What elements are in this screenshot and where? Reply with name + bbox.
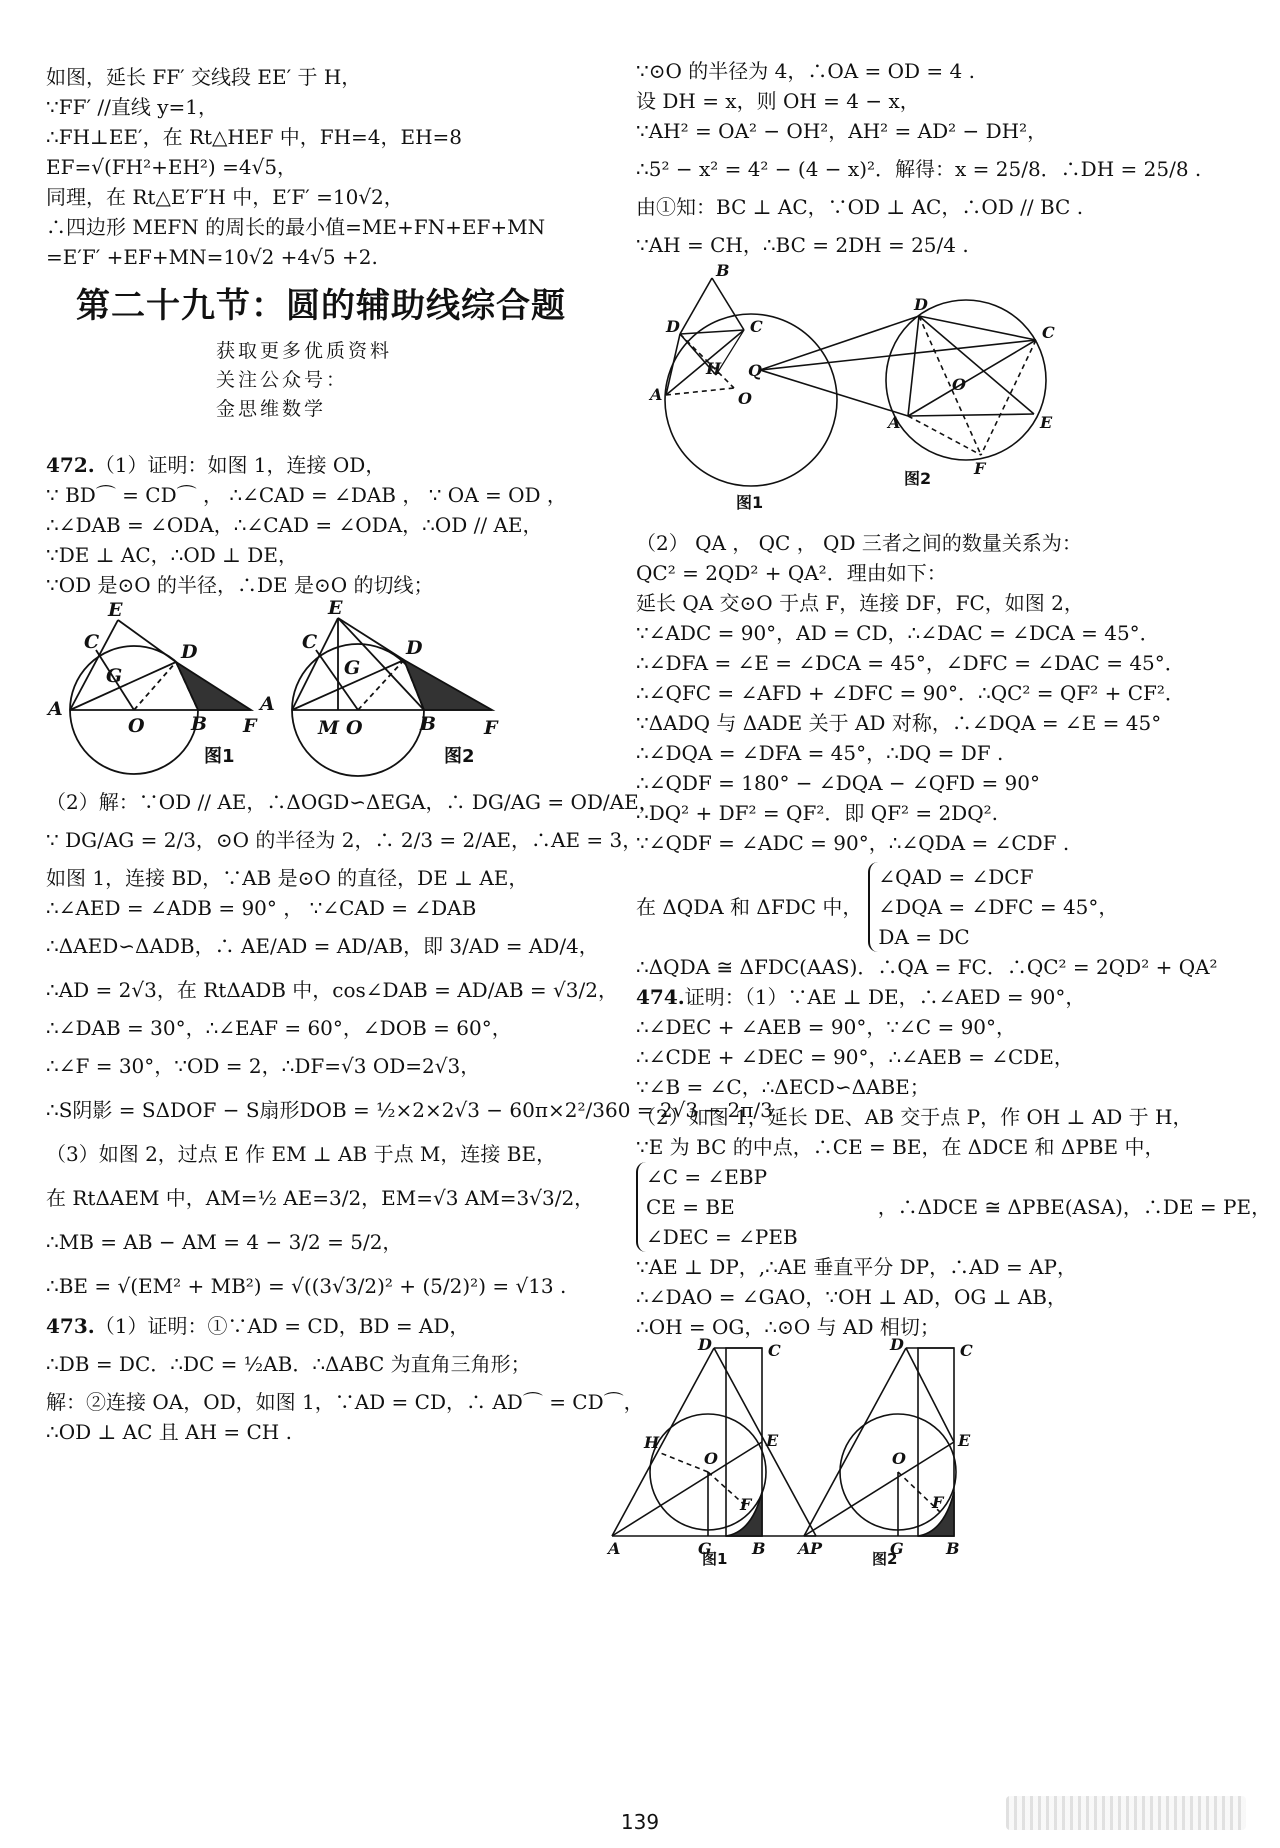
svg-text:B: B: [946, 1539, 960, 1558]
geometry-figure-472: [46, 597, 606, 775]
svg-text:O: O: [128, 715, 145, 737]
text-line: ∴AD = 2√3，在 RtΔADB 中，cos∠DAB = AD/AB = √3/2，: [46, 978, 618, 1002]
svg-text:F: F: [974, 459, 986, 478]
text-line: ∴∠QFC = ∠AFD + ∠DFC = 90°．∴QC² = QF² + CF²．: [636, 681, 1185, 705]
text-line: ∵∠B = ∠C，∴ΔECD∽ΔABE；: [636, 1075, 930, 1099]
svg-text:Q: Q: [748, 361, 762, 380]
text-line: ∵E 为 BC 的中点，∴CE = BE，在 ΔDCE 和 ΔPBE 中，: [636, 1135, 1165, 1159]
svg-text:B: B: [752, 1539, 766, 1558]
svg-text:A: A: [888, 413, 901, 432]
figure-caption: 图2: [872, 1550, 898, 1568]
svg-text:D: D: [181, 641, 198, 663]
text-line: ∵AH = CH，∴BC = 2DH = 25/4 .: [636, 233, 969, 257]
text-line: （1）证明：如图 1，连接 OD，: [94, 453, 386, 477]
text-line: （2）如图 1，延长 DE、AB 交于点 P，作 OH ⊥ AD 于 H，: [636, 1105, 1193, 1129]
text-line: ∵AH² = OA² − OH²，AH² = AD² − DH²，: [636, 119, 1048, 143]
text-line: ∴∠DAB = ∠ODA，∴∠CAD = ∠ODA，∴OD // AE，: [46, 513, 543, 537]
problem-number: 474.: [636, 985, 685, 1009]
figure-473-2: [760, 300, 1046, 460]
brace-group: [636, 1162, 798, 1252]
problem-number: 472.: [46, 453, 95, 477]
text-line: ∵∠QDF = ∠ADC = 90°，∴∠QDA = ∠CDF .: [636, 831, 1070, 855]
text-line: ∴∠F = 30°，∵OD = 2，∴DF=√3 OD=2√3，: [46, 1054, 481, 1078]
svg-text:B: B: [716, 261, 730, 280]
svg-text:M: M: [318, 717, 340, 739]
text-line: ∴OH = OG，∴⊙O 与 AD 相切；: [636, 1315, 940, 1339]
svg-text:F: F: [932, 1493, 944, 1512]
text-line: （3）如图 2，过点 E 作 EM ⊥ AB 于点 M，连接 BE，: [46, 1142, 557, 1166]
svg-text:F: F: [243, 715, 257, 737]
svg-text:G: G: [890, 1539, 904, 1558]
problem-474: [608, 982, 1272, 1571]
text-line: ∴ΔAED∽ΔADB，∴ AE/AD = AD/AB，即 3/AD = AD/4，: [46, 934, 599, 958]
right-column: [608, 56, 1272, 1571]
condition: ∠QAD = ∠DCF: [878, 865, 1034, 889]
text-line: （2）解：∵OD // AE，∴ΔOGD∽ΔEGA，∴ DG/AG = OD/AE，: [46, 790, 659, 814]
text-line: ∴DB = DC．∴DC = ½AB．∴ΔABC 为直角三角形；: [46, 1352, 531, 1376]
svg-text:G: G: [106, 665, 123, 687]
text-line: ∵DE ⊥ AC，∴OD ⊥ DE，: [46, 543, 298, 567]
svg-text:O: O: [346, 717, 363, 739]
promo-line: 关注公众号：: [216, 369, 349, 391]
figure-474: [608, 1335, 1236, 1571]
text-line: ∵ BD⌒ = CD⌒ ， ∴∠CAD = ∠DAB ， ∵ OA = OD ，: [46, 483, 567, 507]
text-line: ∵ΔADQ 与 ΔADE 关于 AD 对称，∴∠DQA = ∠E = 45°: [636, 711, 1162, 735]
text-line: ∴BE = √(EM² + MB²) = √((3√3/2)² + (5/2)²) = √13 .: [46, 1274, 567, 1298]
svg-text:B: B: [420, 713, 437, 735]
text-line: 如图，延长 FF′ 交线段 EE′ 于 H，: [46, 65, 362, 89]
svg-text:D: D: [666, 317, 680, 336]
condition: ∠DEC = ∠PEB: [646, 1225, 798, 1249]
svg-text:E: E: [108, 599, 123, 621]
figure-474-1: [612, 1348, 816, 1536]
svg-text:D: D: [698, 1335, 712, 1354]
text-line: ∴∠DEC + ∠AEB = 90°，∵∠C = 90°，: [636, 1015, 1017, 1039]
text-line: ∴∠DQA = ∠DFA = 45°，∴DQ = DF .: [636, 741, 1004, 765]
figure-caption: 图1: [736, 493, 764, 512]
text-line: ，∴ΔDCE ≅ ΔPBE(ASA)，∴DE = PE，: [877, 1195, 1272, 1219]
section-title: 第二十九节：圆的辅助线综合题: [76, 286, 566, 326]
text-line: 证明：（1）∵AE ⊥ DE，∴∠AED = 90°，: [684, 985, 1086, 1009]
svg-text:O: O: [738, 389, 752, 408]
text-line: 同理，在 Rt△E′F′H 中，E′F′ =10√2，: [46, 185, 404, 209]
text-line: ∵⊙O 的半径为 4，∴OA = OD = 4 .: [636, 59, 975, 83]
promo-line: 金思维数学: [216, 398, 327, 420]
svg-text:H: H: [706, 359, 722, 378]
svg-text:C: C: [768, 1341, 781, 1360]
text-line: ∴ΔQDA ≅ ΔFDC(AAS)．∴QA = FC．∴QC² = 2QD² + QA²: [636, 955, 1218, 979]
text-line: ∵∠ADC = 90°，AD = CD，∴∠DAC = ∠DCA = 45°．: [636, 621, 1160, 645]
text-line: ∴MB = AB − AM = 4 − 3/2 = 5/2，: [46, 1230, 403, 1254]
svg-text:E: E: [328, 597, 343, 619]
figure-caption: 图1: [702, 1550, 728, 1568]
svg-text:G: G: [344, 657, 361, 679]
geometry-figure-474: [608, 1335, 1216, 1568]
svg-text:P: P: [810, 1539, 823, 1558]
text-line: ∴5² − x² = 4² − (4 − x)²．解得：x = 25/8．∴DH = 25/8 .: [636, 157, 1202, 181]
promo-block: [46, 337, 616, 424]
congruence-system-473: [636, 862, 1236, 952]
text-line: ∴∠QDF = 180° − ∠DQA − ∠QFD = 90°: [636, 771, 1041, 795]
page-number: 139: [620, 1810, 660, 1834]
svg-text:C: C: [84, 631, 100, 653]
svg-text:A: A: [798, 1539, 811, 1558]
condition: ∠C = ∠EBP: [646, 1165, 768, 1189]
text-line: =E′F′ +EF+MN=10√2 +4√5 +2.: [46, 245, 378, 269]
problem-number: 473.: [46, 1314, 95, 1338]
geometry-figure-473: [636, 260, 1216, 510]
condition: DA = DC: [878, 925, 970, 949]
svg-text:C: C: [1042, 323, 1055, 342]
svg-text:D: D: [406, 637, 423, 659]
text-line: ∴FH⊥EE′，在 Rt△HEF 中，FH=4，EH=8: [46, 125, 463, 149]
promo-line: 获取更多优质资料: [216, 340, 393, 362]
svg-text:E: E: [1040, 413, 1053, 432]
text-line: ∵FF′ //直线 y=1，: [46, 95, 218, 119]
figure-473: [636, 260, 1236, 514]
figure-473-1: [665, 278, 837, 486]
text-line: 由①知：BC ⊥ AC，∵OD ⊥ AC，∴OD // BC .: [636, 195, 1084, 219]
figure-472: [46, 597, 616, 779]
text-line: （2） QA ， QC ， QD 三者之间的数量关系为：: [636, 531, 1082, 555]
watermark: [1006, 1796, 1246, 1830]
svg-text:A: A: [650, 385, 663, 404]
svg-text:E: E: [958, 1431, 971, 1450]
problem-473-cont: [636, 56, 1236, 982]
text-line: ∴∠DAO = ∠GAO，∵OH ⊥ AD，OG ⊥ AB，: [636, 1285, 1068, 1309]
svg-text:E: E: [766, 1431, 779, 1450]
svg-text:G: G: [698, 1539, 712, 1558]
svg-text:C: C: [302, 631, 318, 653]
text-line: 在 ΔQDA 和 ΔFDC 中，: [636, 895, 863, 919]
svg-text:O: O: [704, 1449, 718, 1468]
svg-text:F: F: [740, 1495, 752, 1514]
svg-text:O: O: [892, 1449, 906, 1468]
svg-text:H: H: [644, 1433, 660, 1452]
text-line: 延长 QA 交⊙O 于点 F，连接 DF，FC，如图 2，: [636, 591, 1084, 615]
svg-text:D: D: [890, 1335, 904, 1354]
condition: CE = BE: [646, 1195, 735, 1219]
text-line: ∴∠CDE + ∠DEC = 90°，∴∠AEB = ∠CDE，: [636, 1045, 1074, 1069]
svg-text:C: C: [750, 317, 763, 336]
svg-text:A: A: [608, 1539, 621, 1558]
svg-text:A: A: [48, 698, 63, 720]
svg-text:O: O: [952, 375, 966, 394]
text-line: ∵AE ⊥ DP，,∴AE 垂直平分 DP，∴AD = AP，: [636, 1255, 1077, 1279]
text-line: （1）证明：①∵AD = CD，BD = AD，: [94, 1314, 470, 1338]
brace-group: [868, 862, 1118, 952]
text-line: 如图 1，连接 BD，∵AB 是⊙O 的直径，DE ⊥ AE，: [46, 866, 529, 890]
top-solution-block: [46, 62, 616, 272]
text-line: EF=√(FH²+EH²) =4√5，: [46, 155, 298, 179]
figure-caption: 图2: [444, 746, 475, 767]
text-line: ∴∠DAB = 30°，∴∠EAF = 60°，∠DOB = 60°，: [46, 1016, 512, 1040]
text-line: ∴S阴影 = SΔDOF − S扇形DOB = ½×2×2√3 − 60π×2²/360 = 2√3 − 2π/3: [46, 1098, 773, 1122]
text-line: ∴四边形 MEFN 的周长的最小值=ME+FN+EF+MN: [46, 215, 546, 239]
text-line: ∴OD ⊥ AC 且 AH = CH .: [46, 1420, 292, 1444]
text-line: ∴∠AED = ∠ADB = 90° ， ∵∠CAD = ∠DAB: [46, 896, 477, 920]
text-line: ∵OD 是⊙O 的半径，∴DE 是⊙O 的切线；: [46, 573, 434, 597]
figure-caption: 图2: [904, 469, 932, 488]
text-line: ∴DQ² + DF² = QF²．即 QF² = 2DQ².: [636, 801, 998, 825]
text-line: 在 RtΔAEM 中，AM=½ AE=3/2，EM=√3 AM=3√3/2，: [46, 1186, 595, 1210]
text-line: 解：②连接 OA，OD，如图 1，∵AD = CD，∴ AD⌒ = CD⌒，: [46, 1390, 644, 1414]
figure-caption: 图1: [204, 746, 235, 767]
congruence-system-474: [636, 1162, 1272, 1252]
text-line: 设 DH = x，则 OH = 4 − x，: [636, 89, 920, 113]
text-line: ∵ DG/AG = 2/3，⊙O 的半径为 2，∴ 2/3 = 2/AE，∴AE = 3，: [46, 828, 643, 852]
svg-text:F: F: [484, 717, 498, 739]
svg-text:D: D: [914, 295, 928, 314]
svg-text:C: C: [960, 1341, 973, 1360]
svg-text:A: A: [260, 693, 275, 715]
condition: ∠DQA = ∠DFC = 45°，: [878, 895, 1119, 919]
problem-473-start: [46, 1311, 644, 1447]
text-line: ∴∠DFA = ∠E = ∠DCA = 45°，∠DFC = ∠DAC = 45°．: [636, 651, 1185, 675]
text-line: QC² = 2QD² + QA²．理由如下：: [636, 561, 947, 585]
svg-text:B: B: [191, 713, 208, 735]
